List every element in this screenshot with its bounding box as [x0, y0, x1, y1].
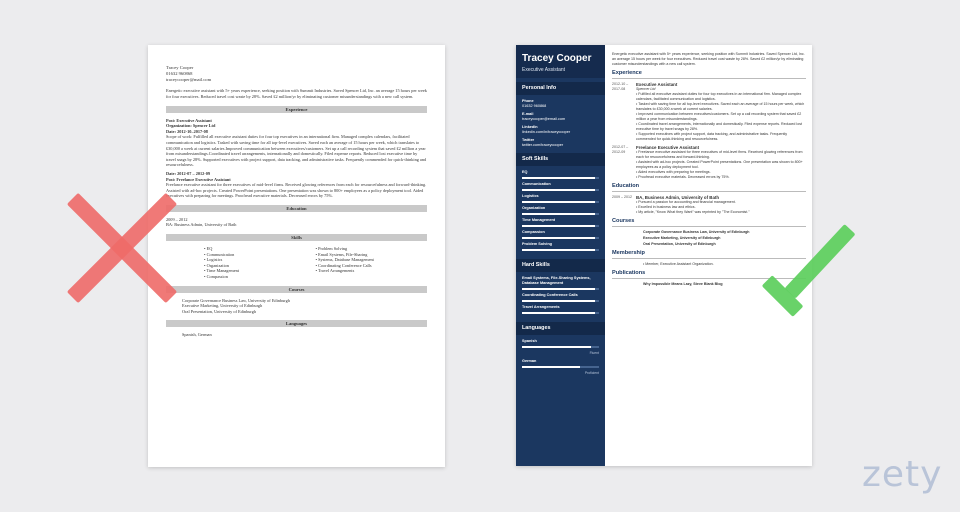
skill-name: Time Management [522, 218, 556, 222]
bad-education-heading: Education [166, 205, 427, 212]
skill-name: Problem Solving [522, 242, 552, 246]
bad-edu-date: 2009 – 2012 [166, 216, 188, 222]
bad-summary: Energetic executive assistant with 5+ years experience, seeking position with Summit Industries. Saved Spencer Ltd, Inc. an average 15 hours per week for four executives. Reduced travel cost waste by 28%. Saved £2 million/yr by eliminating customer misunderstandings with a new call system. [166, 88, 427, 99]
publications-heading: Publications [612, 271, 806, 279]
skill-bar-fill [522, 300, 595, 302]
experience-content [636, 145, 806, 180]
personal-info-label: Twitter [522, 138, 535, 142]
personal-info-heading: Personal Info [516, 82, 605, 95]
experience-dates: 2012-07 – 2012-09 [612, 145, 629, 154]
bad-skill: • Logistics [204, 257, 316, 263]
soft-skills-heading: Soft Skills [516, 153, 605, 166]
skill-name: Communication [522, 182, 551, 186]
course-item: Corporate Governance Business Law, University of Edinburgh [643, 230, 750, 234]
bad-resume [148, 45, 445, 467]
soft-skills-list [516, 166, 605, 255]
experience-entry [612, 145, 806, 180]
education-dates: 2009 – 2012 [612, 195, 632, 199]
bad-skill: • Email Systems, File-Sharing [316, 252, 428, 258]
experience-bullet: • Improved communication between executives/customers. Set up a call recording system that saved £2 million a year from misunderstandings. [636, 112, 806, 122]
skill-name: Travel Arrangements [522, 305, 560, 309]
bad-job-date: Date: 2012-07 – 2012-09 [166, 170, 211, 176]
experience-content [636, 82, 806, 142]
skill-bar-fill [522, 366, 580, 368]
experience-bullet: • Coordinated travel arrangements, internationally and domestically. Filed expense reports. Reduced lost executive time by travel snags by 28%. [636, 122, 806, 132]
skill-bar-fill [522, 225, 595, 227]
bad-skill: • EQ [204, 246, 316, 252]
skill-bar-fill [522, 177, 595, 179]
experience-bullet: • Supported executives with project support, data tracking, and administrative tasks. Frequently commended for quick-thinking and resourcefulness. [636, 132, 806, 142]
zety-logo: zety [862, 454, 943, 495]
skill-name: Organization [522, 206, 546, 210]
skill-bar-fill [522, 237, 595, 239]
bad-skill: • Travel Arrangements [316, 268, 428, 274]
skill-name: Email Systems, File-Sharing Systems, Database Management [522, 276, 591, 285]
skill-name: Logistics [522, 194, 539, 198]
courses-heading: Courses [612, 219, 806, 227]
experience-dates: 2012-10 – 2017-08 [612, 82, 629, 91]
personal-info-label: LinkedIn [522, 125, 538, 129]
experience-bullet: • Freelance executive assistant for three executives of mid-level firms. Received glowing references from each for resourcefulness and forward-thinking. [636, 150, 806, 160]
skill-name: Coordinating Conference Calls [522, 293, 578, 297]
personal-info-value: 01632 960868 [522, 104, 547, 108]
membership-item: • Member, Executive Assistant Organization. [643, 262, 806, 267]
experience-bullet: • Assisted with ad-hoc projects. Created PowerPoint presentations. One presentation was shown to 800+ employees as a policy deployment tool. [636, 160, 806, 170]
skill-bar-fill [522, 213, 595, 215]
skill-bar [522, 237, 599, 239]
personal-info-label: Phone [522, 99, 534, 103]
skill-bar [522, 346, 599, 348]
experience-entry [612, 82, 806, 142]
education-bullets [636, 200, 806, 215]
experience-bullet: • Tasked with saving time for all top-level executives. Saved each an average of 15 hours per week, which translates to £30,000 a week at current salaries. [636, 102, 806, 112]
hard-skills-list [516, 272, 605, 318]
bad-email: traceycooper@mail.com [166, 76, 212, 82]
skill-bar-fill [522, 346, 591, 348]
good-title: Executive Assistant [522, 67, 566, 73]
skill-name: German [522, 359, 537, 363]
bad-languages-heading: Languages [166, 320, 427, 327]
bad-skills-list [166, 246, 427, 280]
bad-skill: • Time Management [204, 268, 316, 274]
education-degree: BA, Business Admin, University of Bath [636, 195, 720, 200]
skill-bar-fill [522, 189, 595, 191]
experience-heading: Experience [612, 71, 806, 79]
experience-org: Spencer Ltd [636, 87, 656, 91]
bad-course: Oral Presentation, University of Edinburgh [182, 308, 257, 314]
bad-name: Tracey Cooper [166, 65, 194, 70]
skill-bar-fill [522, 288, 595, 290]
personal-info-value: linkedin.com/in/traceycooper [522, 130, 571, 134]
skill-name: EQ [522, 170, 528, 174]
bad-phone: 01632 960868 [166, 70, 193, 76]
skill-bar [522, 213, 599, 215]
bad-resume-header [166, 65, 427, 82]
bad-skill: • Problem Solving [316, 246, 428, 252]
bad-edu-degree: BA: Business Admin, University of Bath [166, 222, 237, 228]
bad-job-org: Organization: Spencer Ltd [166, 123, 216, 129]
bad-skill: • Systems, Database Management [316, 257, 428, 263]
personal-info-label: E-mail [522, 112, 534, 116]
languages-list [516, 335, 605, 377]
skill-bar [522, 249, 599, 251]
bad-job-post: Post: Freelance Executive Assistant [166, 176, 231, 182]
experience-role: Executive Assistant [636, 82, 678, 87]
skill-bar [522, 288, 599, 290]
languages-heading: Languages [516, 322, 605, 335]
red-cross-icon [62, 188, 182, 308]
bad-course: Executive Marketing, University of Edinburgh [182, 303, 263, 309]
experience-bullets [636, 92, 806, 142]
resume-sidebar [516, 45, 605, 466]
skill-bar [522, 300, 599, 302]
bad-languages: Spanish, German [182, 332, 212, 338]
skill-bar-fill [522, 312, 595, 314]
experience-bullets [636, 150, 806, 180]
bad-skill: • Coordinating Conference Calls [316, 263, 428, 269]
skill-level: Fluent [589, 351, 599, 355]
skill-bar [522, 201, 599, 203]
course-item: Executive Marketing, University of Edinburgh [643, 236, 721, 240]
bad-job [166, 171, 427, 199]
education-bullet: • Pursued a passion for accounting and financial management. [636, 200, 806, 205]
bad-skill: • Communication [204, 252, 316, 258]
resume-name-block [516, 45, 605, 78]
bad-skill: • Organization [204, 263, 316, 269]
education-bullet: • Excelled in business law and ethics. [636, 205, 806, 210]
hard-skills-heading: Hard Skills [516, 259, 605, 272]
bad-job-post: Post: Executive Assistant [166, 117, 212, 123]
bad-courses-heading: Courses [166, 286, 427, 293]
personal-info-value: traceycooper@email.com [522, 117, 566, 121]
experience-bullet: • Fulfilled all executive assistant duties for four top executives in an international firm. Managed complex calendars, facilitated communication and logistics. [636, 92, 806, 102]
education-bullet: • My article, "Know What they Want" was reprinted by "The Economist." [636, 210, 806, 215]
course-item: Oral Presentation, University of Edinburgh [643, 242, 716, 246]
education-heading: Education [612, 184, 806, 192]
experience-role: Freelance Executive Assistant [636, 145, 700, 150]
bad-job-scope: Scope of work: Fulfilled all executive assistant duties for four top executives in an international firm. Managed complex calendars, facilitated communication and logistics. Tasked with saving time for all top-level executives. Saved each an average of 15 hours per week, which translates to £30,000 a week at current salaries.Improved communication between executives/customers. Set up a call recording system that saved £2 million a year from misunderstandings.Coordinated travel arrangements, internationally and domestically. Filed expense reports. Reduced lost executive time by travel snags by 28%. Supported executives with project support, data tracking, and administrative tasks. Frequently commended for quick-thinking and resourcefulness. [166, 134, 427, 168]
good-name: Tracey Cooper [522, 53, 592, 64]
bad-job-date: Date: 2012-10–2017-08 [166, 128, 208, 134]
skill-name: Compassion [522, 230, 545, 234]
bad-job [166, 118, 427, 168]
education-entry [612, 195, 806, 215]
good-summary: Energetic executive assistant with 5+ years experience, seeking position with Summit Industries. Saved Spencer Ltd, Inc. an average 15 hours per week for four executives. Reduced travel cost waste by 28%. Saved £2 million/yr by eliminating customer misunderstandings with a new call system. [612, 52, 805, 66]
skill-name: Spanish [522, 339, 537, 343]
skill-level: Proficient [584, 371, 599, 375]
bad-experience-heading: Experience [166, 106, 427, 113]
publication-item: Why Impossible Means Lazy, Steve Blank Blog [643, 282, 723, 286]
skill-bar-fill [522, 201, 595, 203]
skill-bar [522, 366, 599, 368]
membership-heading: Membership [612, 251, 806, 259]
bad-course: Corporate Governance Business Law, University of Edinburgh [182, 297, 290, 303]
green-check-icon [767, 240, 867, 310]
experience-bullet: • Aided executives with preparing for meetings. [636, 170, 806, 175]
bad-job-scope: Freelance executive assistant for three executives of mid-level firms. Received glowing references from each for resourcefulness and forward-thinking. Assisted with ad-hoc projects. Created PowerPoint presentations. One presentation was shown to 800+ employees as a policy deployment tool. Aided executives with preparing for meetings. Proofread executive materials. Decreased errors by 75%. [166, 182, 427, 199]
skill-bar [522, 312, 599, 314]
personal-info-item [516, 95, 605, 149]
experience-list [612, 82, 806, 180]
skill-bar [522, 189, 599, 191]
skill-bar-fill [522, 249, 595, 251]
experience-bullet: • Proofread executive materials. Decreased errors by 75%. [636, 175, 806, 180]
skill-bar [522, 177, 599, 179]
personal-info-value: twitter.com/traceycooper [522, 143, 564, 147]
skill-bar [522, 225, 599, 227]
bad-skills-heading: Skills [166, 234, 427, 241]
bad-skill: • Compassion [204, 274, 316, 280]
